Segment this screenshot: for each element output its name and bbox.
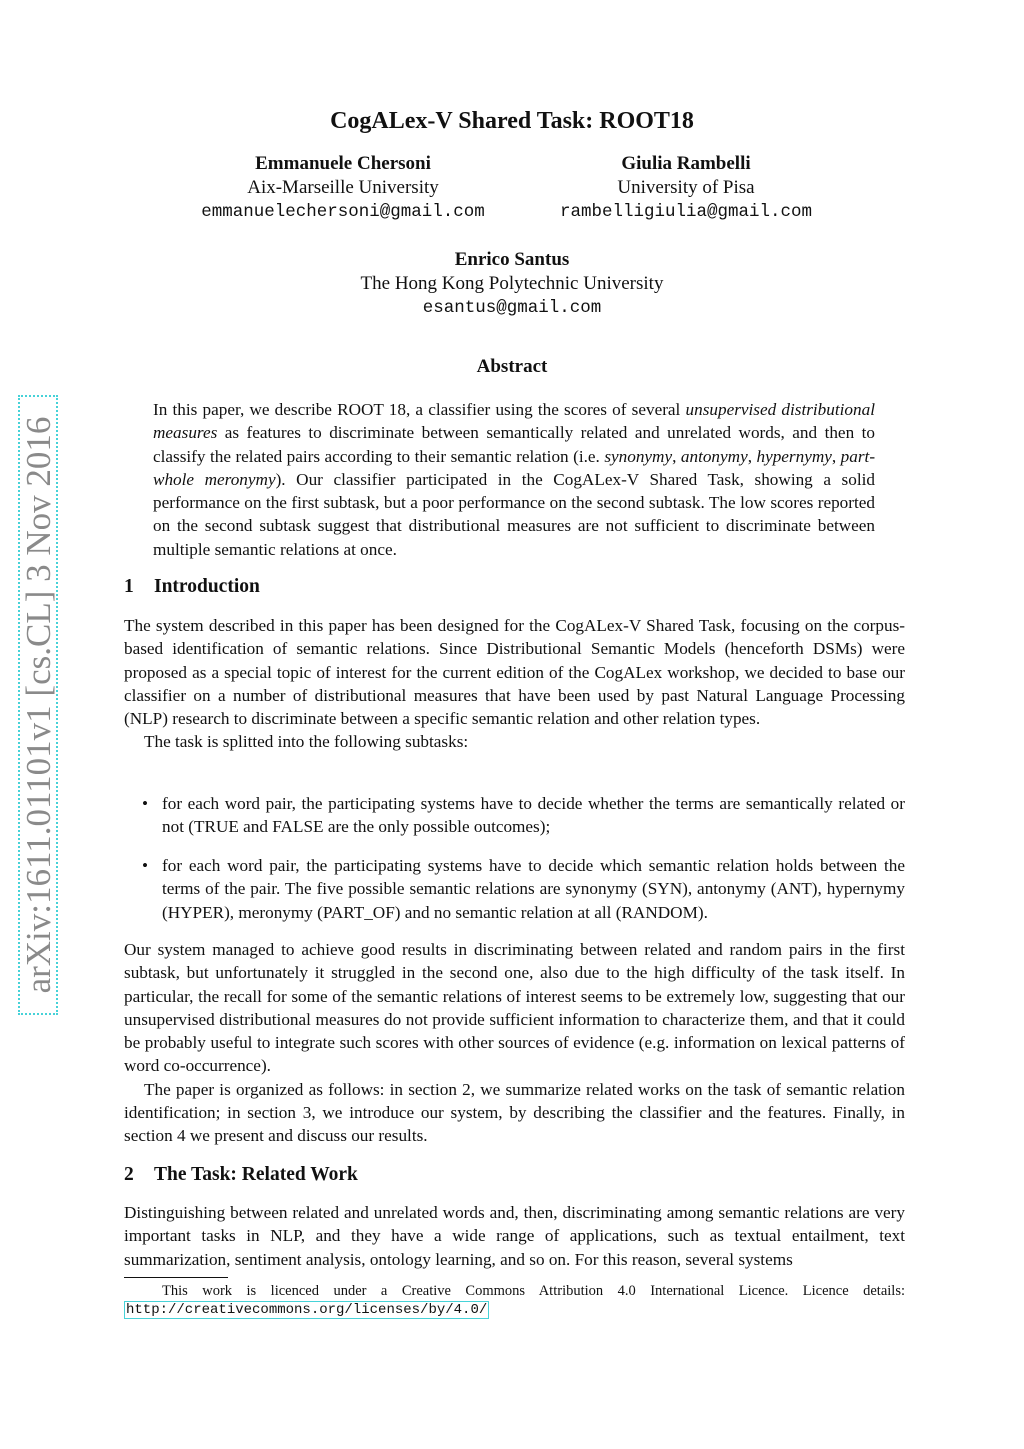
paper-title: CogALex-V Shared Task: ROOT18 <box>330 108 694 134</box>
footnote-divider <box>124 1277 228 1278</box>
intro-paragraph: The system described in this paper has been designed for the CogALex-V Shared Task, focusing on the corpus-based identification of semantic relations. Since Distributional Semantic Models (henceforth DSMs) were proposed as a special topic of interest for the current edition of the CogALex workshop, we decided to base our classifier on a number of distributional measures that have been used by past Natural Language Processing (NLP) research to discriminate between a specific semantic relation and other relation types. The task is splitted into the following subtasks: <box>124 616 905 752</box>
section-number: 1 <box>124 576 134 597</box>
bullet-icon: • <box>142 856 149 875</box>
author-email[interactable]: esantus@gmail.com <box>422 298 602 318</box>
author-affiliation: The Hong Kong Polytechnic University <box>360 273 664 294</box>
list-item: • for each word pair, the participating systems have to decide which semantic relation holds between the terms of the pair. The five possible semantic relations are synonymy (SYN), antonymy (ANT), hypernymy (HYPER), meronymy (PART_OF) and no semantic relation at all (RANDOM). <box>142 856 905 922</box>
related-work-paragraph: Distinguishing between related and unrelated words and, then, discriminating among semantic relations are very important tasks in NLP, and they have a wide range of applications, such as textual entailment, text summarization, sentiment analysis, ontology learning, and so on. For this reason, several systems <box>124 1203 905 1269</box>
list-item: • for each word pair, the participating systems have to decide whether the terms are semantically related or not (TRUE and FALSE are the only possible outcomes); <box>142 794 905 837</box>
author-name: Giulia Rambelli <box>621 153 751 174</box>
license-link[interactable]: http://creativecommons.org/licenses/by/4.0/ <box>126 1302 488 1318</box>
author-name: Enrico Santus <box>454 249 570 270</box>
section-heading <box>124 1164 358 1186</box>
bullet-icon: • <box>142 794 149 813</box>
author-affiliation: Aix-Marseille University <box>247 177 439 198</box>
footnote-text: This work is licenced under a Creative Commons Attribution 4.0 International Licence. Licence details: <box>162 1283 905 1299</box>
author-email[interactable]: emmanuelechersoni@gmail.com <box>201 202 485 222</box>
author-affiliation: University of Pisa <box>617 177 755 198</box>
abstract-text: In this paper, we describe ROOT 18, a classifier using the scores of several unsupervised distributional measures as features to discriminate between semantically related and unrelated words, and then to classify the related pairs according to their semantic relation (i.e. synonymy, antonymy, hypernymy, part-whole meronymy). Our classifier participated in the CogALex-V Shared Task, showing a solid performance on the first subtask, but a poor performance on the second subtask. The low scores reported on the second subtask suggest that distributional measures are not sufficient to discriminate between multiple semantic relations at once. <box>153 400 876 559</box>
author-name: Emmanuele Chersoni <box>255 153 431 174</box>
intro-paragraph: Our system managed to achieve good results in discriminating between related and random pairs in the first subtask, but unfortunately it struggled in the second one, also due to the high difficulty of the task itself. In particular, the recall for some of the semantic relations of interest seems to be extremely low, suggesting that our unsupervised distributional measures do not provide sufficient information to characterize them, and that it could be probably useful to integrate such scores with other sources of evidence (e.g. information on lexical patterns of word co-occurrence). The paper is organized as follows: in section 2, we summarize related works on the task of semantic relation identification; in section 3, we introduce our system, by describing the classifier and the features. Finally, in section 4 we present and discuss our results. <box>124 940 905 1146</box>
author-block <box>312 248 712 320</box>
author-block <box>530 152 842 224</box>
abstract-heading: Abstract <box>476 356 548 377</box>
section-heading <box>124 576 260 598</box>
author-email[interactable]: rambelligiulia@gmail.com <box>559 202 813 222</box>
section-title: The Task: Related Work <box>154 1164 358 1185</box>
arxiv-stamp[interactable]: arXiv:1611.01101v1 [cs.CL] 3 Nov 2016 <box>18 395 58 1015</box>
author-block <box>168 152 518 224</box>
footnote <box>124 1282 905 1319</box>
section-title: Introduction <box>154 576 260 597</box>
section-number: 2 <box>124 1164 134 1185</box>
